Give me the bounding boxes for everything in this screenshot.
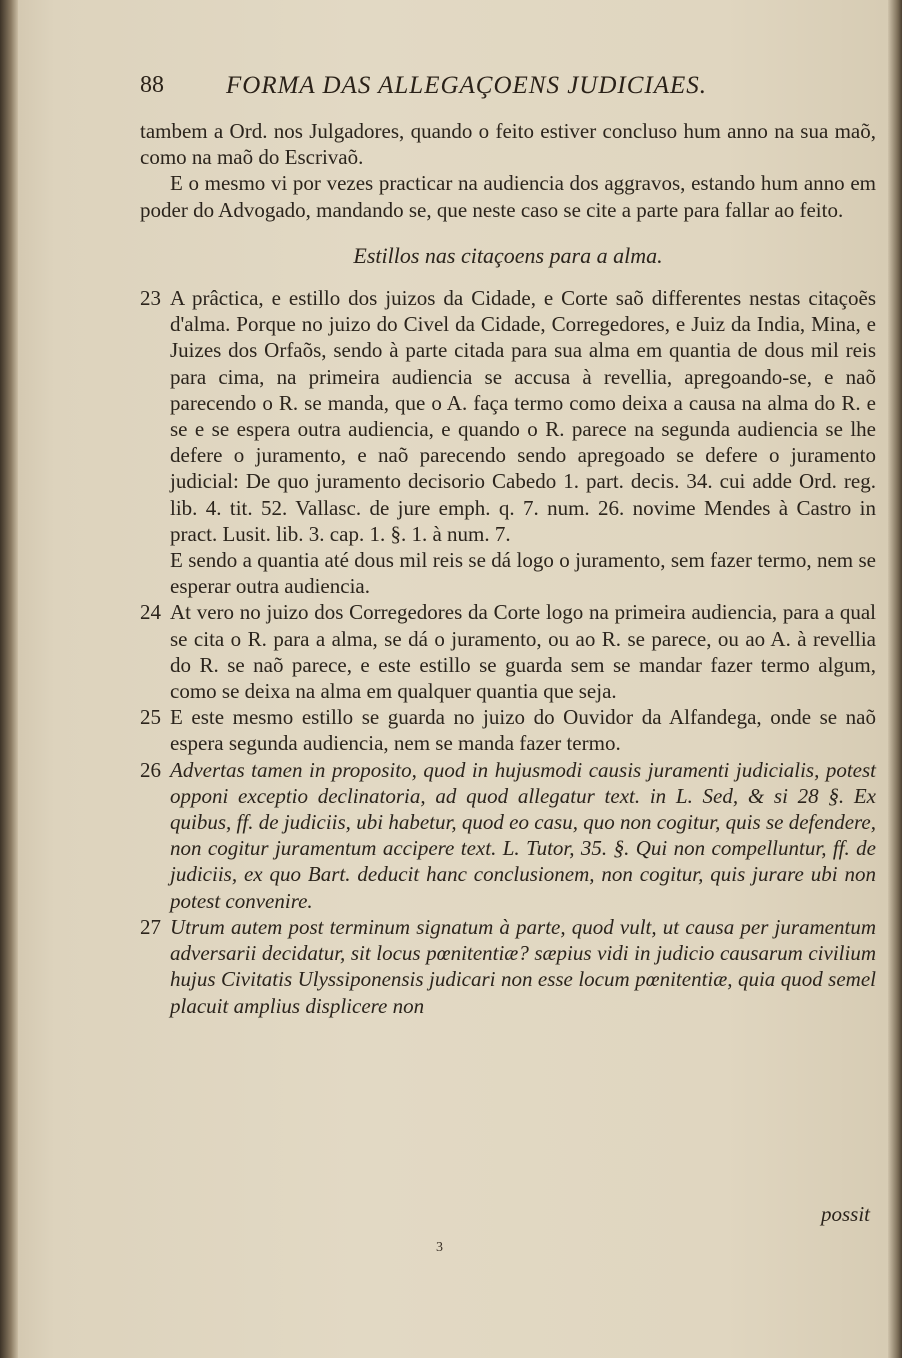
paragraph-text: Advertas tamen in proposito, quod in hujusmodi causis juramenti judicialis, potest opponi exceptio declinatoria, ad quod allegatur text. in L. Sed, & si 28 §. Ex quibus, ff. de judiciis, ubi habetur, quod eo casu, quo non cogitur, quis se defendere, non cogitur juramentum accipere text. L. Tutor, 35. §. Qui non compelluntur, ff. de judiciis, ex quo Bart. deducit hanc conclusionem, non cogitur, quis jurare ubi non potest convenire. [170,757,876,913]
section-title: Estillos nas citaçoens para a alma. [353,242,663,268]
numbered-paragraph-25 [140,704,876,756]
page-edge [888,0,902,1358]
paragraph [140,547,876,599]
body-text [140,118,876,1019]
paragraph-number: 24 [140,600,161,625]
paragraph-text: Utrum autem post terminum signatum à parte, quod vult, ut causa per juramentum adversarii decidatur, sit locus pœnitentiæ? sæpius vidi in judicio causarum civilium hujus Civitatis Ulyssiponensis judicari non esse locum pœnitentiæ, quia quod semel placuit amplius displicere non [170,914,876,1018]
numbered-paragraph-23 [140,285,876,547]
page-header [140,72,840,112]
book-gutter [0,0,18,1358]
paragraph-text: A prâctica, e estillo dos juizos da Cidade, e Corte saõ differentes nestas citaçoẽs d'alma. Porque no juizo do Civel da Cidade, Corregedores, e Juiz da India, Mina, e Juizes dos Orfaõs, sendo à parte citada para sua alma em quantia de dous mil reis para cima, na primeira audiencia se accusa à revellia, apregoando-se, e naõ parecendo o R. se manda, que o A. faça termo como deixa a causa na alma do R. e se e se espera outra audiencia, e quando o R. parece na segunda audiencia se lhe defere o juramento, e naõ parecendo sendo apregoado se defere o juramento judicial: De quo juramento decisorio Cabedo 1. part. decis. 34. cui adde Ord. reg. lib. 4. tit. 52. Vallasc. de jure emph. q. 7. num. 26. novime Mendes à Castro in pract. Lusit. lib. 3. cap. 1. §. 1. à num. 7. [170,286,876,546]
signature-mark: 3 [436,1240,443,1255]
paragraph-text: E este mesmo estillo se guarda no juizo do Ouvidor da Alfandega, onde se naõ espera segunda audiencia, nem se manda fazer termo. [170,705,876,756]
paragraph: E o mesmo vi por vezes practicar na audiencia dos aggravos, estando hum anno em poder do Advogado, mandando se, que neste caso se cite a parte para fallar ao feito. [140,171,876,222]
running-title: FORMA DAS ALLEGAÇOENS JUDICIAES. [226,72,708,99]
catchword: possit [820,1202,870,1226]
page-number: 88 [140,72,164,98]
paragraph-number: 25 [140,705,161,730]
paragraph: tambem a Ord. nos Julgadores, quando o feito estiver concluso hum anno na sua maõ, como na maõ do Escrivaõ. [140,119,876,170]
paragraph-text: At vero no juizo dos Corregedores da Corte logo na primeira audiencia, para a qual se cita o R. para a alma, se dá o juramento, ou ao R. se parece, ou ao A. à revellia do R. se naõ parece, e este estillo se guarda sem se mandar fazer termo algum, como se deixa na alma em qualquer quantia que seja. [170,600,876,704]
paragraph-number: 26 [140,757,161,782]
paragraph-text: E sendo a quantia até dous mil reis se dá logo o juramento, sem fazer termo, nem se esperar outra audiencia. [170,548,876,599]
paragraph-number: 23 [140,286,161,311]
numbered-paragraph-27 [140,914,876,1019]
numbered-paragraph-26 [140,757,876,914]
paragraph-number: 27 [140,914,161,939]
numbered-paragraph-24 [140,599,876,704]
